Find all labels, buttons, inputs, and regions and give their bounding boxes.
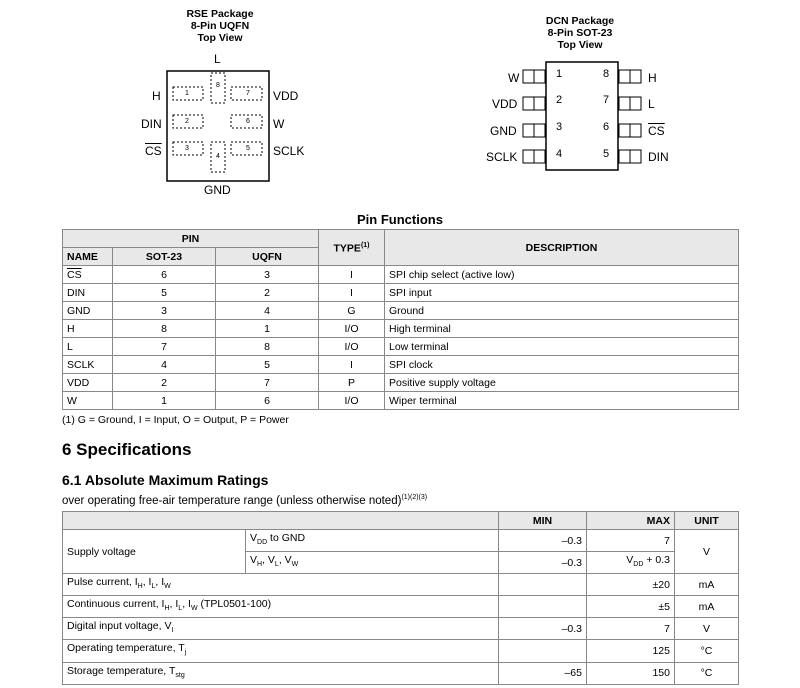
rse-package-title: RSE Package 8-Pin UQFN Top View <box>186 8 254 44</box>
cell-uqfn: 1 <box>216 320 319 338</box>
section-heading: 6 Specifications <box>62 440 192 459</box>
dcn-pin-3: 3 <box>556 121 563 133</box>
cell-uqfn: 3 <box>216 266 319 284</box>
rse-label-din: DIN <box>141 117 162 131</box>
rse-pad-2: 2 <box>185 118 189 125</box>
cell-uqfn: 8 <box>216 338 319 356</box>
rse-pad-6: 6 <box>246 118 250 125</box>
rse-label-vdd: VDD <box>273 89 299 103</box>
cell-name: SCLK <box>63 356 113 374</box>
cell-sot: 1 <box>113 392 216 410</box>
th-uqfn: UQFN <box>216 248 319 266</box>
cell-sot: 3 <box>113 302 216 320</box>
cell-sot: 5 <box>113 284 216 302</box>
cell-uqfn: 4 <box>216 302 319 320</box>
table-row <box>63 356 739 374</box>
cell-desc: High terminal <box>385 320 739 338</box>
dcn-label-h: H <box>648 71 657 85</box>
cell-desc: Ground <box>385 302 739 320</box>
table-row: Continuous current, $I_H$, $I_L$, $I_W$ (TPL0501-100) ±5 mA <box>63 596 739 618</box>
table-row: Digital input voltage, $V_I$ –0.3 7 V <box>63 618 739 640</box>
pin-functions-caption: Pin Functions <box>357 212 443 227</box>
cell-name: VDD <box>63 374 113 392</box>
cell-name: GND <box>63 302 113 320</box>
dcn-label-gnd: GND <box>490 124 517 138</box>
cell-sot: 2 <box>113 374 216 392</box>
rse-pad-7: 7 <box>246 90 250 97</box>
cell-name: $\overline{CS}$ <box>63 266 113 284</box>
rse-pad-4: 4 <box>216 153 220 160</box>
pin-functions-table <box>62 229 739 410</box>
pulse-current: Pulse current, $I_H$, $I_L$, $I_W$ <box>63 574 499 596</box>
ratings-condition: over operating free-air temperature range (unless otherwise noted)$^{(1)(2)(3)}$ <box>62 494 428 507</box>
dcn-pin-5: 5 <box>603 148 610 160</box>
rse-pad-3: 3 <box>185 145 189 152</box>
cell-type: I <box>319 284 385 302</box>
vdd-to-gnd: $V_{DD}$ to GND <box>246 530 499 552</box>
cell-uqfn: 5 <box>216 356 319 374</box>
cell-sot: 4 <box>113 356 216 374</box>
th-unit: UNIT <box>675 512 739 530</box>
supply-voltage-label: Supply voltage <box>63 530 246 574</box>
cell-uqfn: 6 <box>216 392 319 410</box>
th-name: NAME <box>63 248 113 266</box>
digital-input-voltage: Digital input voltage, $V_I$ <box>63 618 499 640</box>
table-row <box>63 338 739 356</box>
rse-pad-5: 5 <box>246 145 250 152</box>
dcn-label-vdd: VDD <box>492 97 518 111</box>
cell-type: I <box>319 356 385 374</box>
rse-label-sclk: SCLK <box>273 144 305 158</box>
rse-pad-8: 8 <box>216 82 220 89</box>
cell-name: W <box>63 392 113 410</box>
table-row: Operating temperature, $T_j$ 125 °C <box>63 640 739 662</box>
rse-label-gnd: GND <box>204 183 231 197</box>
dcn-label-sclk: SCLK <box>486 150 518 164</box>
th-pin: PIN <box>63 230 319 248</box>
cell-name: H <box>63 320 113 338</box>
table-row: $V_H$, $V_L$, $V_W$ –0.3 $V_{DD} + 0.3$ <box>63 552 739 574</box>
cell-desc: Positive supply voltage <box>385 374 739 392</box>
cell-desc: SPI input <box>385 284 739 302</box>
table-row: Supply voltage $V_{DD}$ to GND –0.3 7 V <box>63 530 739 552</box>
cell-sot: 7 <box>113 338 216 356</box>
cell-type: I <box>319 266 385 284</box>
cell-sot: 6 <box>113 266 216 284</box>
cell-desc: SPI chip select (active low) <box>385 266 739 284</box>
cell-type: P <box>319 374 385 392</box>
cell-uqfn: 7 <box>216 374 319 392</box>
dcn-pin-7: 7 <box>603 94 610 106</box>
th-type: TYPE$^{(1)}$ <box>319 230 385 266</box>
subsection-heading: 6.1 Absolute Maximum Ratings <box>62 472 269 488</box>
rse-label-cs: $\overline{CS}$ <box>145 144 162 158</box>
pin-functions-footnote: (1) G = Ground, I = Input, O = Output, P = Power <box>62 414 289 426</box>
table-row <box>63 302 739 320</box>
rse-pad-1: 1 <box>185 90 189 97</box>
cell-uqfn: 2 <box>216 284 319 302</box>
vh-vl-vw: $V_H$, $V_L$, $V_W$ <box>246 552 499 574</box>
cell-type: I/O <box>319 320 385 338</box>
th-description: DESCRIPTION <box>385 230 739 266</box>
rse-label-l: L <box>214 52 221 66</box>
dcn-package-outline <box>520 60 644 172</box>
cell-sot: 8 <box>113 320 216 338</box>
th-min: MIN <box>499 512 587 530</box>
rse-label-h: H <box>152 89 161 103</box>
dcn-label-l: L <box>648 97 655 111</box>
dcn-pin-6: 6 <box>603 121 610 133</box>
th-max: MAX <box>587 512 675 530</box>
table-row: Storage temperature, $T_{stg}$ –65 150 °C <box>63 662 739 684</box>
cell-type: G <box>319 302 385 320</box>
cell-type: I/O <box>319 338 385 356</box>
operating-temperature: Operating temperature, $T_j$ <box>63 640 499 662</box>
absolute-max-table <box>62 511 739 685</box>
cell-desc: SPI clock <box>385 356 739 374</box>
cell-name: DIN <box>63 284 113 302</box>
dcn-pin-4: 4 <box>556 148 563 160</box>
dcn-label-cs: $\overline{CS}$ <box>648 124 665 138</box>
cell-desc: Low terminal <box>385 338 739 356</box>
th-sot23: SOT-23 <box>113 248 216 266</box>
cell-desc: Wiper terminal <box>385 392 739 410</box>
rse-label-w: W <box>273 117 285 131</box>
dcn-label-w: W <box>508 71 520 85</box>
cell-type: I/O <box>319 392 385 410</box>
continuous-current: Continuous current, $I_H$, $I_L$, $I_W$ (TPL0501-100) <box>63 596 499 618</box>
table-row <box>63 320 739 338</box>
cell-name: L <box>63 338 113 356</box>
dcn-pin-1: 1 <box>556 68 563 80</box>
dcn-pin-2: 2 <box>556 94 563 106</box>
dcn-pin-8: 8 <box>603 68 610 80</box>
table-row <box>63 284 739 302</box>
dcn-label-din: DIN <box>648 150 669 164</box>
table-row: Pulse current, $I_H$, $I_L$, $I_W$ ±20 mA <box>63 574 739 596</box>
table-row <box>63 392 739 410</box>
table-row <box>63 374 739 392</box>
storage-temperature: Storage temperature, $T_{stg}$ <box>63 662 499 684</box>
dcn-package-title: DCN Package 8-Pin SOT-23 Top View <box>545 15 615 51</box>
table-row <box>63 266 739 284</box>
